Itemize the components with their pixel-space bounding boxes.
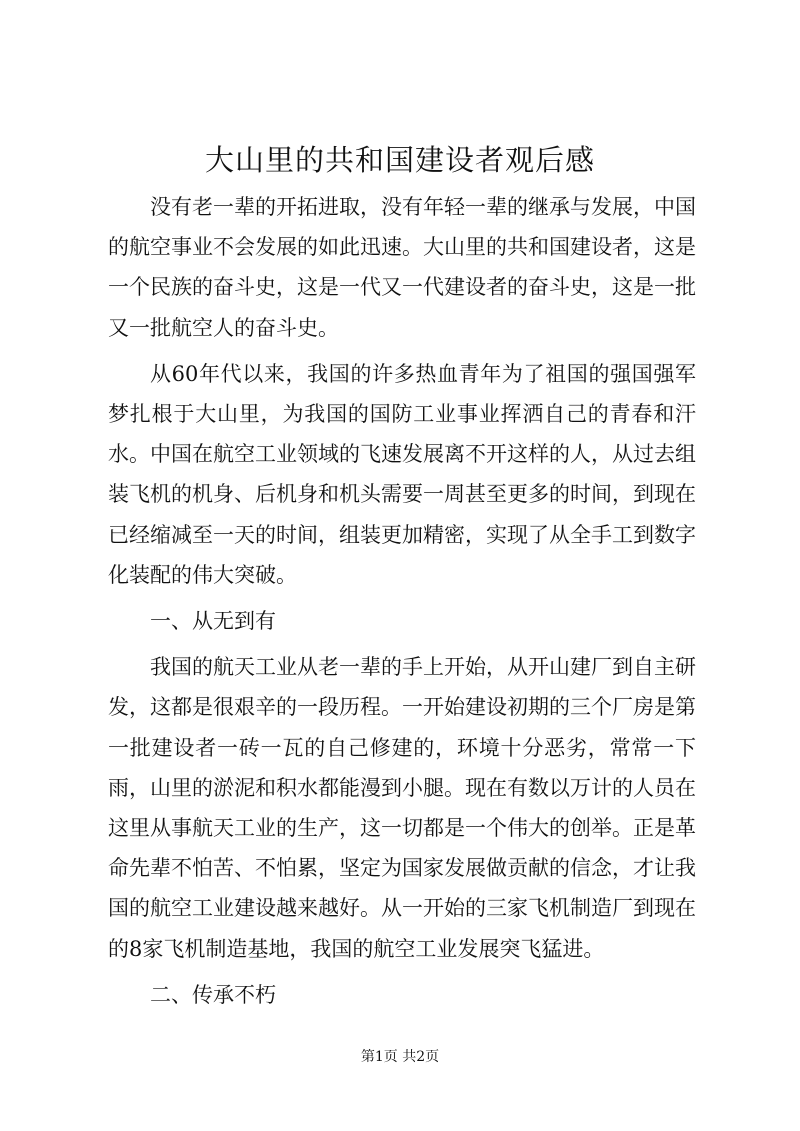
document-body: [108, 187, 696, 1015]
paragraph-history: 从60年代以来，我国的许多热血青年为了祖国的强国强军梦扎根于大山里，为我国的国防工业事业挥洒自己的青春和汗水。中国在航空工业领域的飞速发展离不开这样的人，从过去组装飞机的机身、后机身和机头需要一周甚至更多的时间，到现在已经缩减至一天的时间，组装更加精密，实现了从全手工到数字化装配的伟大突破。: [108, 361, 696, 587]
document-title: 大山里的共和国建设者观后感: [204, 143, 595, 177]
paragraph-intro: 没有老一辈的开拓进取，没有年轻一辈的继承与发展，中国的航空事业不会发展的如此迅速。大山里的共和国建设者，这是一个民族的奋斗史，这是一代又一代建设者的奋斗史，这是一批又一批航空人的奋斗史。: [108, 195, 696, 340]
paragraph-section-1: 我国的航天工业从老一辈的手上开始，从开山建厂到自主研发，这都是很艰辛的一段历程。一开始建设初期的三个厂房是第一批建设者一砖一瓦的自己修建的，环境十分恶劣，常常一下雨，山里的淤泥和积水都能漫到小腿。现在有数以万计的人员在这里从事航天工业的生产，这一切都是一个伟大的创举。正是革命先辈不怕苦、不怕累，坚定为国家发展做贡献的信念，才让我国的航空工业建设越来越好。从一开始的三家飞机制造厂到现在的8家飞机制造基地，我国的航空工业发展突飞猛进。: [108, 655, 696, 961]
page-footer: 第1页 共2页: [360, 1049, 440, 1065]
section-heading-2: 二、传承不朽: [150, 982, 276, 1007]
section-heading-1: 一、从无到有: [150, 609, 276, 634]
